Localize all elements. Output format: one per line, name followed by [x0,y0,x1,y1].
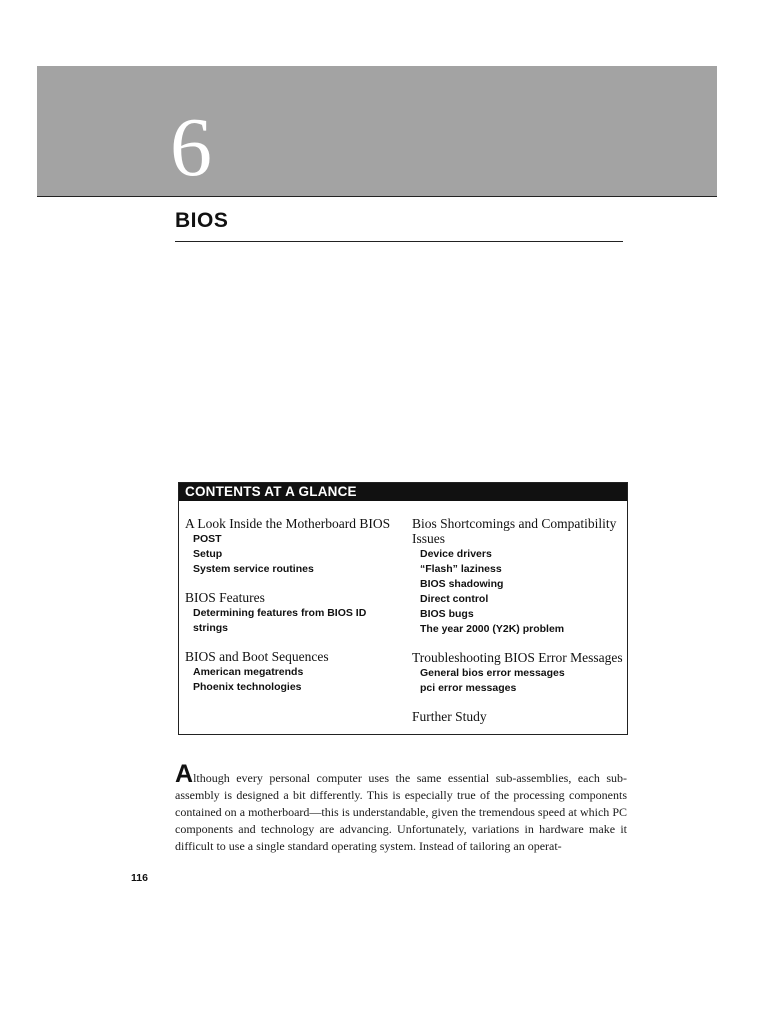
contents-item: Setup [193,548,223,560]
contents-item: POST [193,533,222,545]
contents-section [185,516,405,577]
contents-section-heading: BIOS Features [185,590,265,605]
contents-left-column [185,516,405,708]
contents-section [412,709,624,724]
contents-item: pci error messages [420,682,517,694]
chapter-banner [37,66,717,197]
body-text: lthough every personal computer uses the same essential sub-assemblies, each sub-assembly is designed a bit differently. This is especially true of the processing components contained on a motherboard—this is understandable, given the tremendous speed at which PC components and technology are advancing. Unfortunately, variations in hardware make it difficult to use a single standard operating system. Instead of tailoring an operat- [175,771,627,853]
contents-section-heading: Troubleshooting BIOS Error Messages [412,650,623,665]
contents-section [185,590,405,636]
contents-section [185,649,405,695]
contents-item: Phoenix technologies [193,681,302,693]
banner-rule [37,196,717,197]
contents-item: American megatrends [193,666,304,678]
chapter-number: 6 [170,101,212,194]
contents-heading: CONTENTS AT A GLANCE [179,483,627,501]
drop-cap: A [175,760,194,788]
contents-item: General bios error messages [420,667,565,679]
contents-item: Device drivers [420,548,492,560]
contents-at-a-glance-box [178,482,628,735]
contents-right-column [412,516,624,737]
contents-section [412,516,624,637]
contents-item: BIOS bugs [420,608,474,620]
contents-item: The year 2000 (Y2K) problem [420,623,565,635]
contents-section-heading: Further Study [412,709,487,724]
contents-section-heading: A Look Inside the Motherboard BIOS [185,516,391,531]
contents-item: “Flash” laziness [420,563,502,575]
contents-item: Direct control [420,593,489,605]
contents-section [412,650,624,696]
chapter-title: BIOS [175,209,229,232]
contents-item: Determining features from BIOS ID strings [193,607,367,634]
contents-item: System service routines [193,563,314,575]
body-paragraph [175,760,627,855]
title-rule [175,241,623,242]
page-number: 116 [131,872,148,884]
contents-section-heading: BIOS and Boot Sequences [185,649,329,664]
contents-section-heading: Bios Shortcomings and Compatibility Issues [412,516,617,546]
contents-item: BIOS shadowing [420,578,504,590]
